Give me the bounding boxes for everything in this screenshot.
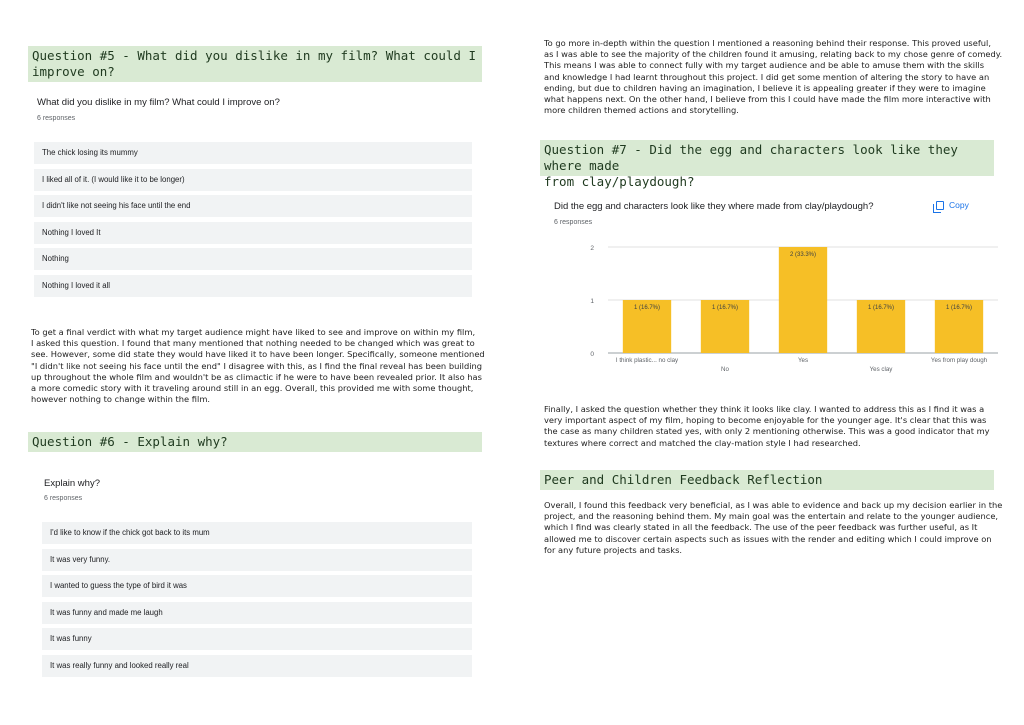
response-item: Nothing I loved It [34, 222, 472, 244]
copy-chart-button[interactable] [936, 200, 969, 210]
intro-paragraph [544, 38, 1014, 116]
response-item: It was really funny and looked really real [42, 655, 472, 677]
paragraph-line: To get a final verdict with what my target audience might have liked to see and improve on within my film, [31, 327, 476, 337]
q7-heading-line-2: from clay/playdough? [544, 174, 695, 189]
x-tick-label: No [721, 366, 729, 373]
q7-form-count: 6 responses [554, 219, 593, 226]
y-tick-label: 2 [590, 245, 594, 252]
response-item: Nothing [34, 248, 472, 270]
paragraph-line: project, and the reasoning behind them. My main goal was the entertain and relate to the younger audience, [544, 511, 999, 522]
x-tick-label: Yes clay [869, 366, 893, 373]
copy-label: Copy [949, 200, 969, 210]
paragraph-line: as I was able to see the majority of the children found it amusing, relating back to my chose genre of comedy. [544, 49, 1003, 60]
paragraph-line: up throughout the whole film and wouldn't be as climactic if he were to have been revealed prior. It also has [31, 371, 482, 382]
q5-heading: Question #5 - What did you dislike in my film? What could I improve on? [28, 46, 482, 82]
data-label: 1 (16.7%) [867, 305, 895, 311]
copy-icon [936, 201, 944, 210]
paragraph-line: for any future projects and tasks. [544, 544, 683, 555]
q7-bar-chart [578, 235, 998, 385]
paragraph-line: I asked this question. I found that many mentioned that nothing needed to be changed which was great to [31, 338, 475, 349]
paragraph-line: Finally, I asked the question whether they think it looks like clay. I wanted to address this as I find it was a [544, 404, 985, 414]
response-item: It was funny [42, 628, 472, 650]
response-item: It was very funny. [42, 549, 472, 571]
x-tick-label: I think plastic... no clay [615, 357, 679, 364]
q7-heading [540, 140, 994, 189]
paragraph-line: more children themed actions and storytelling. [544, 105, 739, 116]
paragraph-line: and knowledge I had learnt throughout this project. I did get some mention of altering the story to have an [544, 71, 990, 82]
paragraph-line: To go more in-depth within the question I mentioned a reasoning behind their response. This proved useful, [544, 38, 991, 48]
paragraph-line: however nothing to change within the film. [31, 394, 211, 405]
q5-response-list [34, 142, 472, 302]
q6-response-list [42, 522, 472, 682]
response-item: I wanted to guess the type of bird it was [42, 575, 472, 597]
data-label: 2 (33.3%) [789, 252, 817, 258]
paragraph-line: textures where correct and matched the clay-mation style I had researched. [544, 437, 861, 448]
paragraph-line: Overall, I found this feedback very beneficial, as I was able to evidence and back up my decision earlier in the [544, 500, 1003, 510]
bar [779, 247, 827, 353]
q5-paragraph [31, 327, 501, 405]
q6-form-count: 6 responses [44, 495, 83, 502]
response-item: It was funny and made me laugh [42, 602, 472, 624]
paragraph-line: see. However, some did state they would have liked it to have been longer. Specifically, someone mentioned [31, 349, 485, 360]
q5-form-question: What did you dislike in my film? What could I improve on? [37, 97, 280, 108]
q5-form-count: 6 responses [37, 115, 76, 122]
paragraph-line: This means I was able to connect fully with my target audience and be able to amuse them with the skills [544, 60, 985, 71]
paragraph-line: allowed me to discover certain aspects such as issues with the render and editing which I could improve on [544, 533, 992, 544]
paragraph-line: "I didn't like not seeing his face until the end" I disagree with this, as I find the final reveal has been building [31, 360, 483, 371]
paragraph-line: what happens next. On the other hand, I believe from this I could have made the film more interactive with [544, 94, 991, 105]
data-label: 1 (16.7%) [711, 305, 739, 311]
paragraph-line: which I find was clearly stated in all the feedback. The use of the peer feedback was further useful, as It [544, 522, 978, 533]
x-tick-label: Yes from play dough [930, 357, 988, 364]
q7-paragraph [544, 404, 1014, 449]
y-tick-label: 1 [590, 298, 594, 305]
right-page [512, 0, 1024, 725]
paragraph-line: ending, but due to children having an imagination, I believe it is appealing greater if they were to imagine [544, 82, 986, 93]
paragraph-line: a more comedic story with it traveling around still in an egg. Overall, this provided me with some thought, [31, 383, 474, 394]
y-tick-label: 0 [590, 351, 594, 358]
response-item: I didn't like not seeing his face until the end [34, 195, 472, 217]
reflection-paragraph [544, 500, 1014, 556]
q7-form-question: Did the egg and characters look like they where made from clay/playdough? [554, 201, 874, 212]
response-item: Nothing I loved it all [34, 275, 472, 297]
x-tick-label: Yes [797, 357, 809, 364]
paragraph-line: very important aspect of my film, hoping to become enjoyable for the younger age. It's clear that this was [544, 415, 987, 426]
q6-form-question: Explain why? [44, 478, 100, 489]
data-label: 1 (16.7%) [633, 305, 661, 311]
data-label: 1 (16.7%) [945, 305, 973, 311]
reflection-heading: Peer and Children Feedback Reflection [540, 470, 994, 490]
q6-heading: Question #6 - Explain why? [28, 432, 482, 452]
response-item: The chick losing its mummy [34, 142, 472, 164]
paragraph-line: the case as many children stated yes, with only 2 mentioning otherwise. This was a good indicator that my [544, 426, 990, 437]
response-item: I liked all of it. (I would like it to be longer) [34, 169, 472, 191]
q7-heading-line-1: Question #7 - Did the egg and characters look like they where made [544, 142, 958, 173]
response-item: I'd like to know if the chick got back to its mum [42, 522, 472, 544]
